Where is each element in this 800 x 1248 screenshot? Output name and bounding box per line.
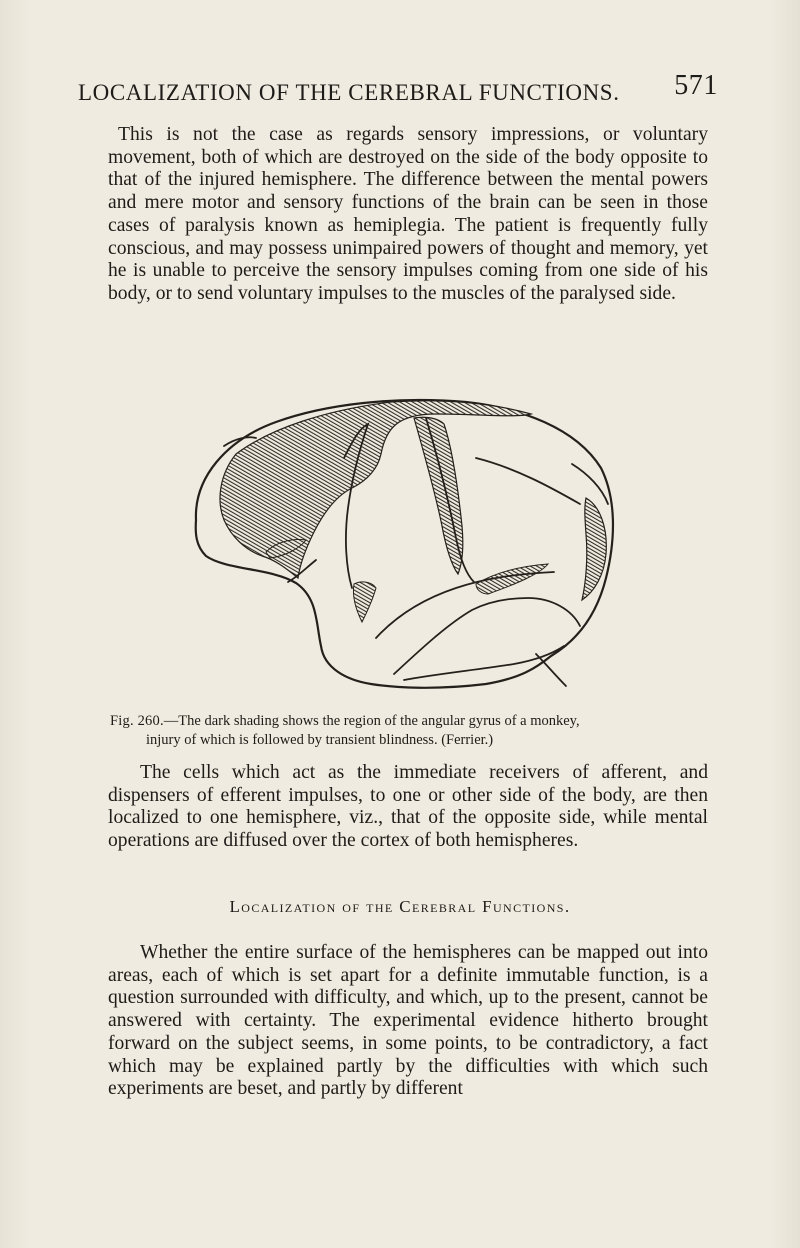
paragraph-hemiplegia: This is not the case as regards sensory impressions, or voluntary movement, both of which are destroyed on the side of the body opposite to that of the injured hemisphere. The difference between the mental powers and mere motor and sensory functions of the brain can be seen in those cases of paralysis known as hemiplegia. The patient is frequently fully conscious, and may possess unimpaired powers of thought and memory, yet he is unable to perceive the sensory impulses coming from one side of his body, or to send voluntary impulses to the muscles of the paralysed side. [108,124,708,304]
page-number: 571 [674,70,718,101]
figure-caption [110,712,730,750]
running-head-title: LOCALIZATION OF THE CEREBRAL FUNCTIONS. [78,80,620,105]
paragraph-mapping: Whether the entire surface of the hemispheres can be mapped out into areas, each of which is set apart for a definite immutable function, is a question surrounded with difficulty, and which, up to the present, cannot be answered with certainty. The experimental evidence hitherto brought forward on the subject seems, in some points, to be contradictory, a fact which may be explained partly by the difficulties with which such experiments are beset, and partly by different [108,942,708,1100]
paragraph-cells: The cells which act as the immediate receivers of afferent, and dispensers of efferent impulses, to one or other side of the body, are then localized to one hemisphere, viz., that of the opposite side, while mental operations are diffused over the cortex of both hemispheres. [108,762,708,852]
caption-text-line2: injury of which is followed by transient blindness. (Ferrier.) [146,732,494,748]
brain-figure [176,388,626,706]
caption-text-line1: —The dark shading shows the region of the angular gyrus of a monkey, [163,713,580,729]
sulcus-pointer [536,654,566,686]
section-heading: Localization of the Cerebral Functions. [229,897,571,916]
figure-label: Fig. 260. [110,713,164,729]
